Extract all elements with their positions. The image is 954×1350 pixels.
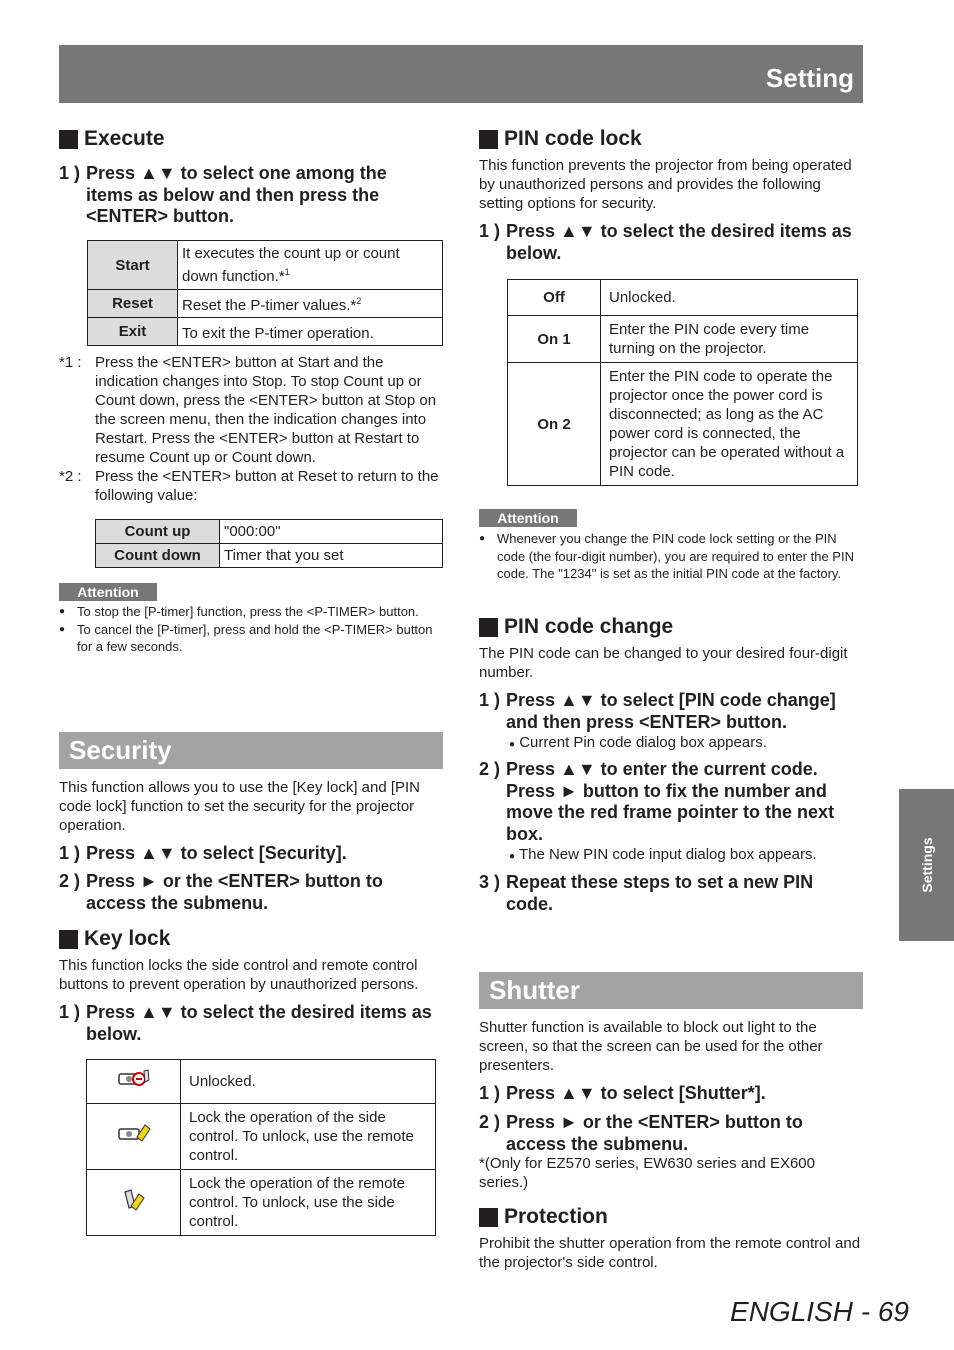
pin-lock-intro: This function prevents the projector from being operated by unauthorized persons and provides the following setting options for security. — [479, 157, 852, 212]
table-row: Exit To exit the P-timer operation. — [88, 318, 443, 346]
unlocked-icon — [117, 1077, 151, 1094]
table-row: On 1 Enter the PIN code every time turning on the projector. — [508, 316, 858, 363]
page-header — [59, 45, 863, 103]
table-row: Lock the operation of the side control. To unlock, use the remote control. — [87, 1104, 436, 1170]
table-row: Reset Reset the P-timer values.*$^2$ — [88, 290, 443, 318]
execute-step-1: 1 ) Press ▲▼ to select one among the items as below and then press the <ENTER> button. — [59, 163, 387, 226]
attention-label: Attention — [479, 509, 577, 527]
bullet-icon: ● — [59, 606, 66, 617]
shutter-step-2: 2 ) Press ► or the <ENTER> button to access the submenu. — [479, 1112, 803, 1154]
list-item: ● To stop the [P-timer] function, press the <P-TIMER> button. — [59, 604, 419, 619]
protection-text: Prohibit the shutter operation from the remote control and the projector's side control. — [479, 1235, 861, 1271]
security-intro: This function allows you to use the [Key lock] and [PIN code lock] function to set the security for the projector operation. — [59, 779, 421, 834]
pin-lock-heading: PIN code lock — [479, 127, 642, 151]
side-tab-label: Settings — [918, 837, 935, 893]
shutter-intro: Shutter function is available to block out light to the screen, so that the screen can be used for the other presenters. — [479, 1019, 823, 1074]
execute-table — [87, 240, 443, 346]
execute-attention-list — [59, 603, 443, 656]
list-item: ● Whenever you change the PIN code lock setting or the PIN code (the four-digit number), you are required to enter the PIN code. The "1234" is set as the initial PIN code at the factory. — [479, 531, 854, 581]
table-row: Start It executes the count up or count down function.*$^1$ — [88, 241, 443, 290]
security-title: Security — [69, 735, 172, 765]
table-row: Count down Timer that you set — [96, 544, 443, 568]
pin-change-step-2: 2 ) Press ▲▼ to enter the current code. Press ► button to fix the number and move the red frame pointer to the next box. ● The New PIN code input dialog box appears. — [479, 759, 835, 863]
key-lock-intro: This function locks the side control and remote control buttons to prevent operation by unauthorized persons. — [59, 957, 419, 993]
count-table — [95, 519, 443, 568]
footnote-2: *2 : Press the <ENTER> button at Reset to return to the following value: — [59, 468, 439, 504]
pin-lock-step-1: 1 ) Press ▲▼ to select the desired items as below. — [479, 221, 852, 263]
key-lock-step-1: 1 ) Press ▲▼ to select the desired items as below. — [59, 1002, 432, 1044]
footnote-1: *1 : Press the <ENTER> button at Start and the indication changes into Stop. To stop Count up or Count down, press the <ENTER> button at Stop on the screen menu, then the indication changes into Restart. Press the <ENTER> button at Restart to resume Count up or Count down. — [59, 354, 437, 466]
table-row: Unlocked. — [87, 1060, 436, 1104]
key-lock-heading: Key lock — [59, 927, 170, 951]
bullet-icon: ● — [59, 623, 66, 635]
heading-square-icon — [479, 1208, 498, 1227]
table-row: Lock the operation of the remote control. To unlock, use the side control. — [87, 1170, 436, 1236]
protection-heading: Protection — [479, 1205, 608, 1229]
heading-square-icon — [59, 130, 78, 149]
bullet-icon: ● — [509, 851, 516, 862]
shutter-banner — [479, 972, 863, 1009]
bullet-icon: ● — [479, 533, 486, 544]
execute-heading: Execute — [59, 127, 165, 151]
side-lock-icon — [117, 1132, 151, 1149]
pin-change-heading: PIN code change — [479, 615, 673, 639]
side-tab — [899, 789, 954, 941]
heading-square-icon — [479, 618, 498, 637]
pin-lock-attention-list — [479, 530, 854, 583]
heading-square-icon — [479, 130, 498, 149]
list-item: ● To cancel the [P-timer], press and hold the <P-TIMER> button for a few seconds. — [59, 621, 433, 654]
page-number: 69 — [877, 1296, 909, 1327]
bullet-icon: ● — [509, 739, 516, 750]
security-step-2: 2 ) Press ► or the <ENTER> button to access the submenu. — [59, 871, 383, 913]
pin-change-intro: The PIN code can be changed to your desired four-digit number. — [479, 645, 848, 681]
pin-lock-table — [507, 279, 858, 486]
pin-change-step-3: 3 ) Repeat these steps to set a new PIN code. — [479, 872, 814, 914]
pin-change-step-1: 1 ) Press ▲▼ to select [PIN code change] and then press <ENTER> button. ● Current Pin code dialog box appears. — [479, 690, 836, 751]
footer-language: ENGLISH - — [730, 1296, 878, 1327]
remote-lock-icon — [117, 1199, 151, 1216]
heading-square-icon — [59, 930, 78, 949]
shutter-step-1: 1 ) Press ▲▼ to select [Shutter*]. — [479, 1083, 766, 1103]
security-banner — [59, 732, 443, 769]
attention-label: Attention — [59, 583, 157, 601]
shutter-title: Shutter — [489, 975, 580, 1005]
table-row: Off Unlocked. — [508, 280, 858, 316]
execute-notes — [59, 353, 445, 505]
table-row: On 2 Enter the PIN code to operate the projector once the power cord is disconnected; as long as the AC power cord is connected, the projector can be operated without a PIN code. — [508, 363, 858, 486]
page-title: Setting — [765, 63, 854, 93]
page-footer — [730, 1296, 909, 1328]
shutter-note: *(Only for EZ570 series, EW630 series and EX600 series.) — [479, 1155, 815, 1191]
key-lock-table — [86, 1059, 436, 1236]
table-row: Count up "000:00" — [96, 520, 443, 544]
security-step-1: 1 ) Press ▲▼ to select [Security]. — [59, 843, 347, 863]
